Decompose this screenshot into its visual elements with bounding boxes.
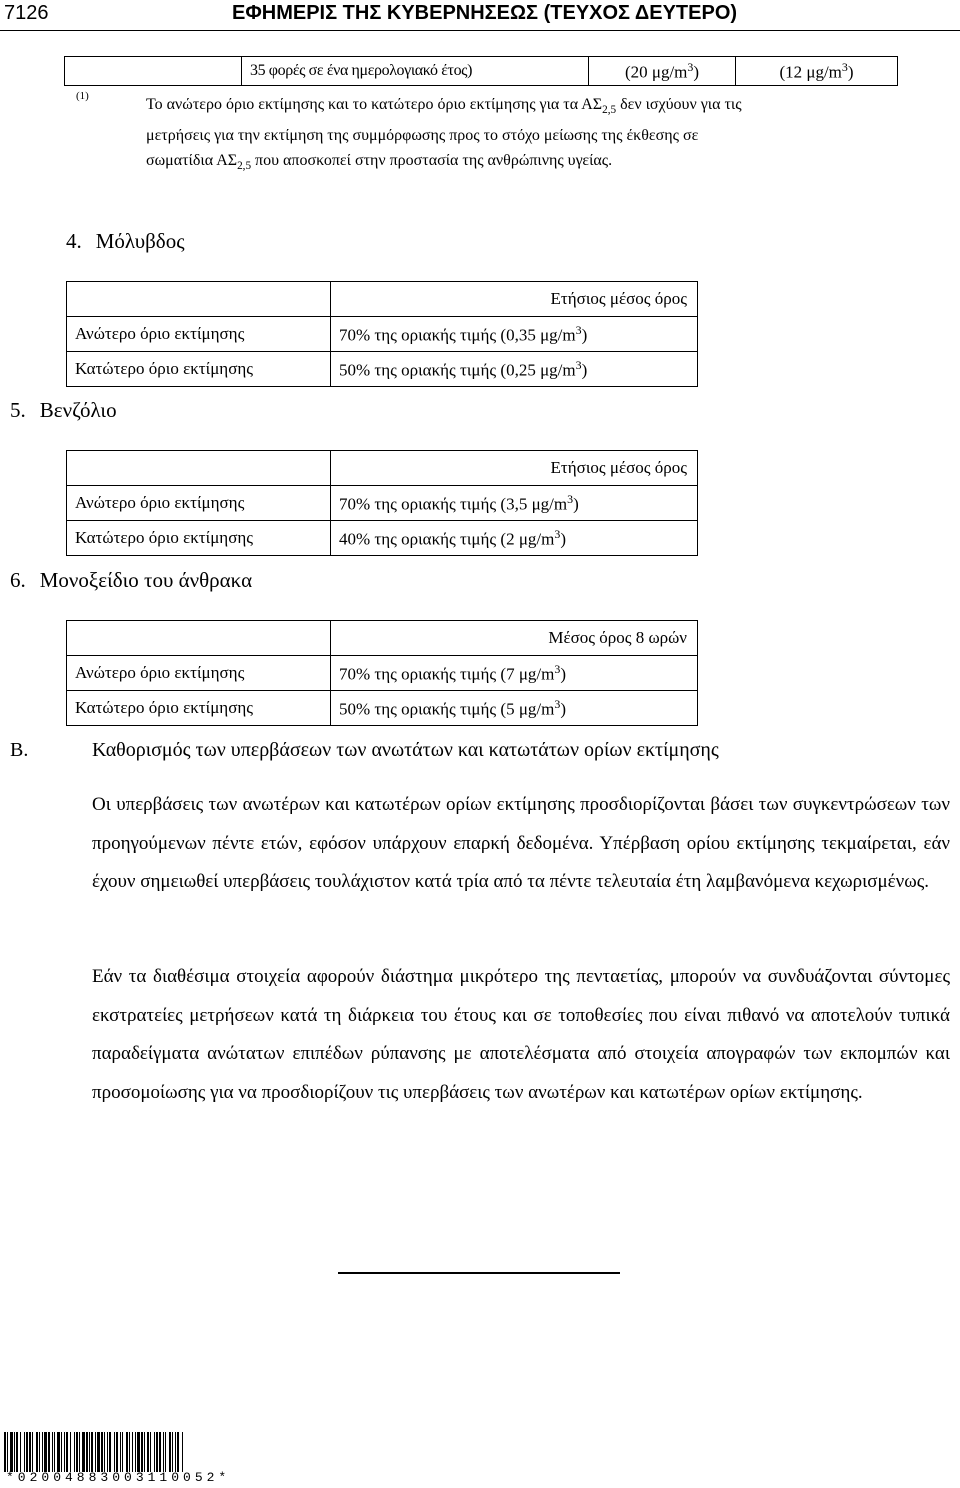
lower-value: 40% της οριακής τιμής (2 $\mu g/m^3$) xyxy=(331,521,698,556)
end-separator xyxy=(338,1272,620,1274)
period-cell: Ετήσιος μέσος όρος xyxy=(331,282,698,317)
lower-value: 50% της οριακής τιμής (0,25 $\mu g/m^3$) xyxy=(331,352,698,387)
top-limits-table xyxy=(64,56,898,86)
carbon-monoxide-table xyxy=(66,620,698,726)
benzene-table xyxy=(66,450,698,556)
upper-label: Ανώτερο όριο εκτίμησης xyxy=(67,317,331,352)
footnote-marker: (1) xyxy=(76,90,89,102)
header-divider xyxy=(0,30,960,31)
footnote-text: Το ανώτερο όριο εκτίμησης και το κατώτερο όριο εκτίμησης για τα $A\Sigma_{2,5}$ δεν ισχύουν για τις μετρήσεις για την εκτίμηση της συμμόρφωσης προς το στόχο μείωσης της έκθεσης σε σωματίδια $A\Sigma_{2,5}$ που αποσκοπεί στην προστασία της ανθρώπινης υγείας. xyxy=(146,96,742,173)
empty-cell xyxy=(65,57,242,86)
exceedance-cell: 35 φορές σε ένα ημερολογιακό έτος) xyxy=(242,57,589,86)
upper-value: 70% της οριακής τιμής (7 $\mu g/m^3$) xyxy=(331,656,698,691)
pm25-upper-cell: (20 $\mu g/m^3$) xyxy=(589,57,736,86)
upper-label: Ανώτερο όριο εκτίμησης xyxy=(67,656,331,691)
lower-label: Κατώτερο όριο εκτίμησης xyxy=(67,521,331,556)
barcode xyxy=(4,1432,296,1472)
paragraph-1: Οι υπερβάσεις των ανωτέρων και κατωτέρων ορίων εκτίμησης προσδιορίζονται βάσει των συγκεντρώσεων των προηγούμενων πέντε ετών, εφόσον υπάρχουν επαρκή δεδομένα. Υπέρβαση ορίου εκτίμησης τεκμαίρεται, εάν έχουν σημειωθεί υπερβάσεις τουλάχιστον κατά τρία από τα πέντε τελευταία έτη λαμβανόμενα κεχωρισμένως. xyxy=(92,794,950,892)
lower-value: 50% της οριακής τιμής (5 $\mu g/m^3$) xyxy=(331,691,698,726)
upper-value: 70% της οριακής τιμής (0,35 $\mu g/m^3$) xyxy=(331,317,698,352)
lower-label: Κατώτερο όριο εκτίμησης xyxy=(67,352,331,387)
lower-label: Κατώτερο όριο εκτίμησης xyxy=(67,691,331,726)
upper-value: 70% της οριακής τιμής (3,5 $\mu g/m^3$) xyxy=(331,486,698,521)
section-5-heading: 5. Βενζόλιο xyxy=(10,398,117,422)
gazette-title: ΕΦΗΜΕΡΙΣ ΤΗΣ ΚΥΒΕΡΝΗΣΕΩΣ (ΤΕΥΧΟΣ ΔΕΥΤΕΡΟ) xyxy=(232,2,738,24)
barcode-bar xyxy=(183,1432,184,1472)
section-6-heading: 6. Μονοξείδιο του άνθρακα xyxy=(10,568,253,592)
upper-label: Ανώτερο όριο εκτίμησης xyxy=(67,486,331,521)
period-cell: Ετήσιος μέσος όρος xyxy=(331,451,698,486)
pm25-lower-cell: (12 $\mu g/m^3$) xyxy=(736,57,898,86)
section-b-heading: Β. xyxy=(10,739,29,761)
page-number: 7126 xyxy=(4,2,49,24)
barcode-text: *02004883003110052* xyxy=(6,1470,231,1485)
paragraph-2: Εάν τα διαθέσιμα στοιχεία αφορούν διάστημα μικρότερο της πενταετίας, μπορούν να συνδυάζονται σύντομες εκστρατείες μετρήσεων κατά τη διάρκεια του έτους και σε τοποθεσίες που είναι πιθανό να αποτελούν τυπικά παραδείγματα ανώτατων επιπέδων ρύπανσης με αποτελέσματα από στοιχεία απογραφών των εκπομπών και προσομοίωσης για να προσδιορίζουν τις υπερβάσεις των ανωτέρων και κατωτέρων ορίων εκτίμησης. xyxy=(92,966,950,1103)
period-cell: Μέσος όρος 8 ωρών xyxy=(331,621,698,656)
lead-table xyxy=(66,281,698,387)
section-4-heading: 4. Μόλυβδος xyxy=(66,229,185,253)
section-b-title: Καθορισμός των υπερβάσεων των ανωτάτων και κατωτάτων ορίων εκτίμησης xyxy=(92,739,719,761)
